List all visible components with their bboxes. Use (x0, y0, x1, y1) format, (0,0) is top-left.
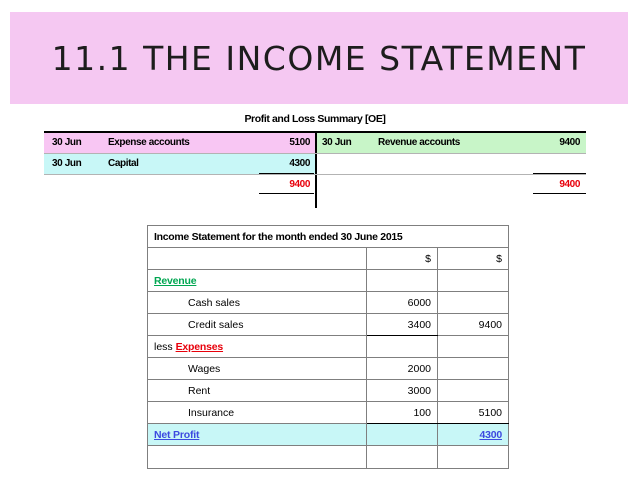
t-debit-total-underline (259, 193, 314, 194)
revenue-heading: Revenue (154, 274, 197, 287)
table-cell (438, 446, 509, 469)
income-statement-title: Income Statement for the month ended 30 June 2015 (148, 226, 509, 248)
table-cell (438, 336, 509, 358)
table-cell (367, 336, 438, 358)
net-profit-amount: 4300 (479, 428, 502, 441)
table-cell (148, 446, 367, 469)
table-row (148, 446, 509, 469)
title-band (10, 12, 628, 104)
table-row (148, 314, 509, 336)
expense-item-amount: 100 (367, 402, 438, 424)
revenue-item-label: Cash sales (148, 292, 367, 314)
table-cell (367, 446, 438, 469)
t-debit-amount: 4300 (289, 158, 310, 169)
expenses-heading: Expenses (175, 340, 224, 353)
revenue-item-label: Credit sales (148, 314, 367, 336)
table-row (148, 358, 509, 380)
revenue-item-total (438, 292, 509, 314)
t-credit-total-line (533, 173, 586, 174)
expense-item-total (438, 358, 509, 380)
income-statement-table (147, 225, 509, 469)
t-debit-date: 30 Jun (52, 137, 82, 148)
t-debit-amount: 5100 (289, 137, 310, 148)
table-row (148, 248, 509, 270)
t-debit-account: Expense accounts (108, 137, 190, 148)
table-row (148, 336, 509, 358)
net-profit-label: Net Profit (154, 428, 200, 441)
t-credit-amount: 9400 (559, 137, 580, 148)
net-profit-amount-cell (438, 424, 509, 446)
expense-item-label: Rent (148, 380, 367, 402)
table-cell (367, 270, 438, 292)
t-credit-account: Revenue accounts (378, 137, 460, 148)
table-row (148, 380, 509, 402)
net-profit-label-cell (148, 424, 367, 446)
t-account-title: Profit and Loss Summary [OE] (244, 113, 386, 125)
t-credit-date: 30 Jun (322, 137, 352, 148)
table-row (148, 270, 509, 292)
expense-item-amount: 3000 (367, 380, 438, 402)
t-debit-total-line (259, 173, 314, 174)
t-credit-total-underline (533, 193, 586, 194)
expenses-heading-cell (148, 336, 367, 358)
table-cell (367, 424, 438, 446)
column-header: $ (438, 248, 509, 270)
expenses-total: 5100 (438, 402, 509, 424)
expense-item-total (438, 380, 509, 402)
expense-item-label: Wages (148, 358, 367, 380)
table-row (148, 424, 509, 446)
t-credit-total: 9400 (559, 179, 580, 190)
column-header: $ (367, 248, 438, 270)
revenue-total: 9400 (438, 314, 509, 336)
table-cell (438, 270, 509, 292)
revenue-heading-cell (148, 270, 367, 292)
table-row (148, 292, 509, 314)
t-debit-date: 30 Jun (52, 158, 82, 169)
revenue-item-amount: 3400 (367, 314, 438, 336)
t-debit-total: 9400 (289, 179, 310, 190)
table-row (148, 226, 509, 248)
expense-item-label: Insurance (148, 402, 367, 424)
revenue-item-amount: 6000 (367, 292, 438, 314)
table-cell (148, 248, 367, 270)
t-debit-account: Capital (108, 158, 139, 169)
expense-item-amount: 2000 (367, 358, 438, 380)
t-row-separator (44, 174, 586, 175)
slide-title: 11.1 THE INCOME STATEMENT (51, 38, 587, 78)
less-label: less (154, 340, 176, 353)
table-row (148, 402, 509, 424)
